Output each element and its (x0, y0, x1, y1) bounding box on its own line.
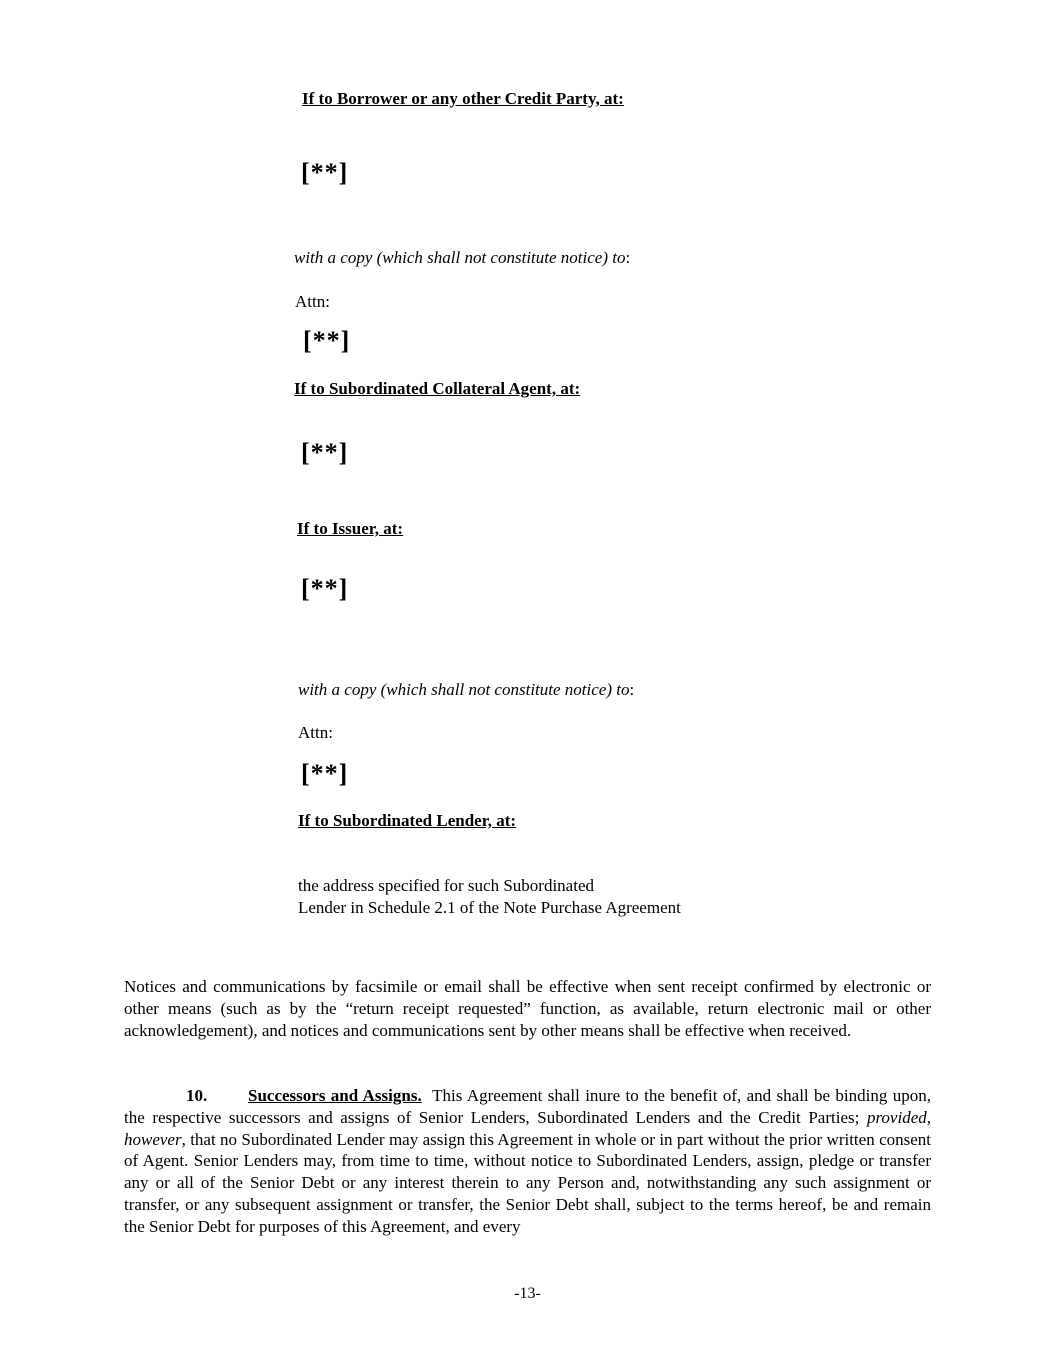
section-10-italic-phrase: provided, however (124, 1107, 931, 1149)
lender-address-line2: Lender in Schedule 2.1 of the Note Purchase Agreement (298, 898, 681, 917)
borrower-copy-placeholder: [**] (303, 326, 351, 355)
issuer-heading: If to Issuer, at: (297, 519, 404, 538)
lender-address-line1: the address specified for such Subordinated (298, 876, 594, 895)
section-10-text-part1: This Agreement shall inure to the benefit of, and shall be binding upon, the respective successors and assigns of Senior Lenders, Subordinated Lenders and the Credit Parties; (124, 1086, 931, 1127)
page-number: -13- (514, 1285, 541, 1302)
borrower-heading: If to Borrower or any other Credit Party, at: (302, 89, 624, 108)
collateral-agent-heading: If to Subordinated Collateral Agent, at: (294, 379, 581, 398)
issuer-placeholder: [**] (301, 574, 349, 603)
issuer-copy-text: with a copy (which shall not constitute notice) to (298, 680, 630, 699)
section-10-text-part2: , that no Subordinated Lender may assign this Agreement in whole or in part without the prior written consent of Agent. Senior Lenders may, from time to time, without notice to Subordinated Lenders, assign, pledge or transfer any or all of the Senior Debt or any interest therein to any Person and, notwithstanding any such assignment or transfer, or any subsequent assignment or transfer, the Senior Debt shall, subject to the terms hereof, be and remain the Senior Debt for purposes of this Agreement, and every (124, 1129, 931, 1236)
collateral-agent-placeholder: [**] (301, 438, 349, 467)
issuer-copy-colon: : (629, 680, 635, 699)
borrower-copy-colon: : (625, 248, 631, 267)
issuer-attn: Attn: (298, 723, 333, 742)
borrower-placeholder: [**] (301, 158, 349, 187)
issuer-copy-placeholder: [**] (301, 759, 349, 788)
issuer-copy-line (298, 680, 634, 700)
borrower-copy-line (294, 248, 630, 268)
lender-heading: If to Subordinated Lender, at: (298, 811, 517, 830)
borrower-copy-text: with a copy (which shall not constitute notice) to (294, 248, 626, 267)
section-10-paragraph (124, 1085, 931, 1238)
effectiveness-paragraph: Notices and communications by facsimile or email shall be effective when sent receipt confirmed by electronic or other means (such as by the “return receipt requested” function, as available, return electronic mail or other acknowledgement), and notices and communications sent by other means shall be effective when received. (124, 977, 931, 1040)
section-10-number: 10. (186, 1086, 208, 1105)
section-10-title: Successors and Assigns. (248, 1086, 422, 1105)
borrower-attn: Attn: (295, 292, 330, 311)
